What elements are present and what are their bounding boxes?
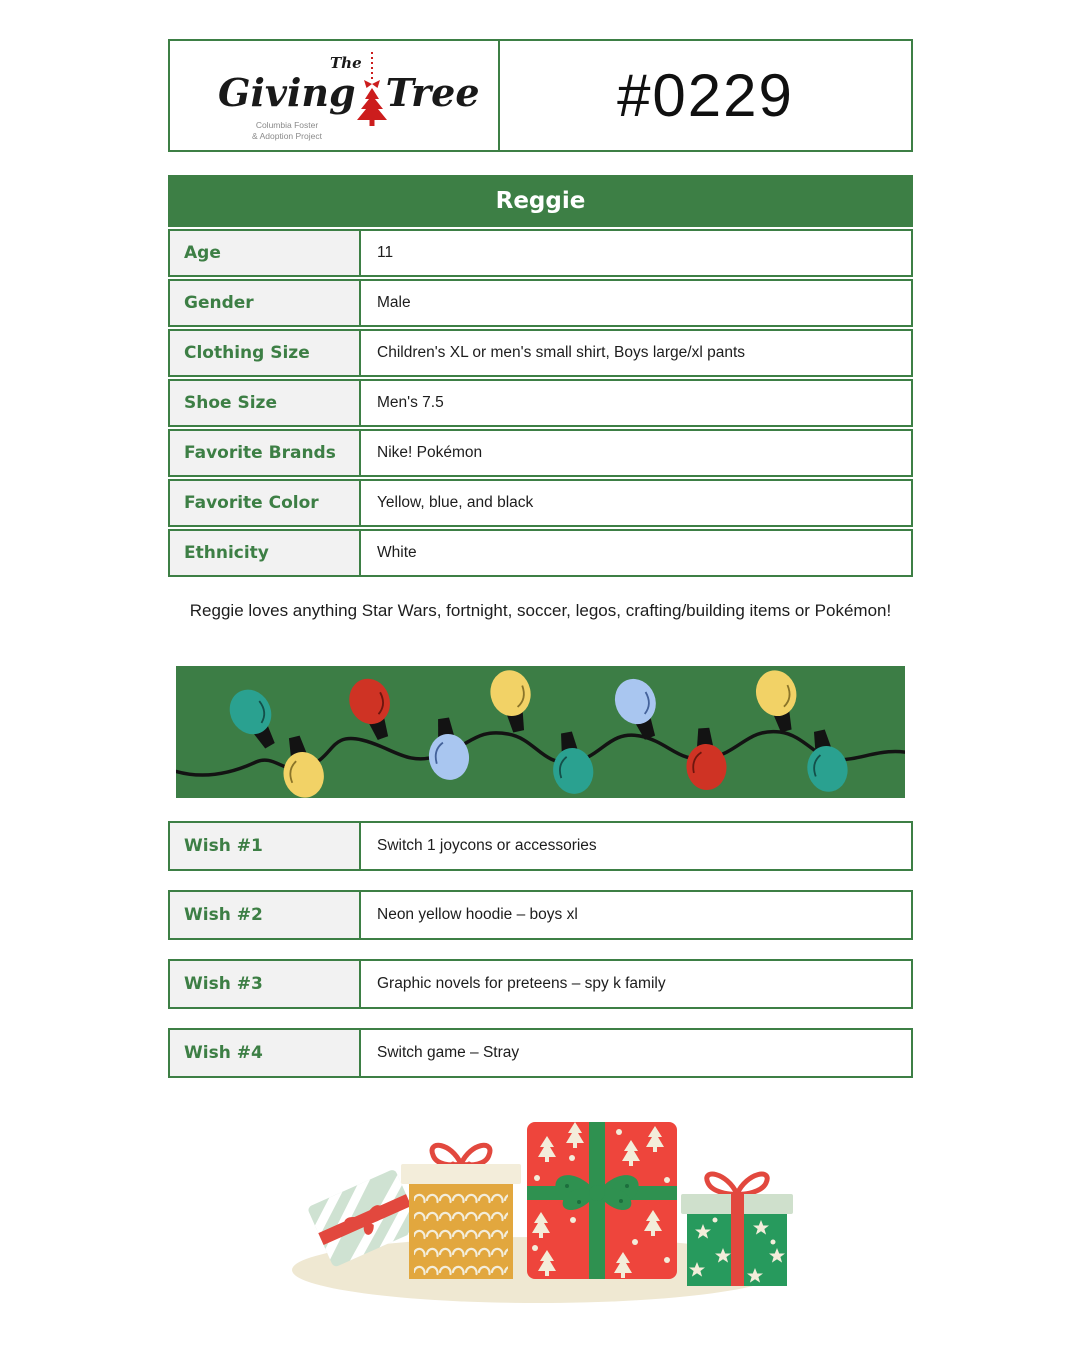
- header-box: [168, 39, 913, 152]
- row-label: Favorite Color: [170, 481, 361, 525]
- christmas-lights-banner: [176, 666, 905, 798]
- wish-row: [168, 821, 913, 871]
- logo-tagline: [232, 120, 342, 142]
- logo-word-tree: Tree: [385, 69, 480, 115]
- green-gift: [681, 1174, 793, 1286]
- wish-value: Switch 1 joycons or accessories: [377, 837, 597, 854]
- child-name-header: Reggie: [168, 175, 913, 227]
- row-value: Nike! Pokémon: [377, 444, 483, 461]
- row-label: Favorite Brands: [170, 431, 361, 475]
- logo-word-the: The: [330, 53, 362, 72]
- wish-label: Wish #3: [170, 961, 361, 1007]
- christmas-tree-ornament-icon: [355, 52, 389, 130]
- wish-value: Graphic novels for preteens – spy k family: [377, 975, 666, 992]
- row-value: Yellow, blue, and black: [377, 494, 534, 511]
- table-row: [168, 429, 913, 477]
- wish-row: [168, 1028, 913, 1078]
- row-label: Clothing Size: [170, 331, 361, 375]
- bulb-teal: [547, 729, 597, 797]
- table-row: [168, 329, 913, 377]
- giving-tree-logo: [214, 48, 480, 144]
- row-label: Gender: [170, 281, 361, 325]
- row-label: Age: [170, 231, 361, 275]
- wish-value: Switch game – Stray: [377, 1044, 520, 1061]
- wish-label: Wish #2: [170, 892, 361, 938]
- bulb-teal: [800, 727, 852, 796]
- row-label: Ethnicity: [170, 531, 361, 575]
- table-row: [168, 229, 913, 277]
- red-gift: [527, 1122, 677, 1279]
- table-row: [168, 529, 913, 577]
- bulb-red: [684, 727, 728, 792]
- row-value: Children's XL or men's small shirt, Boys large/xl pants: [377, 344, 746, 361]
- wish-row: [168, 890, 913, 940]
- gifts-illustration: [283, 1098, 798, 1313]
- logo-word-giving: Giving: [218, 69, 356, 115]
- row-value: 11: [377, 244, 394, 261]
- about-text: Reggie loves anything Star Wars, fortnight, soccer, legos, crafting/building items or Pokémon!: [189, 601, 892, 620]
- logo-tagline-line2: & Adoption Project: [252, 130, 322, 141]
- bulb-yellow: [751, 666, 806, 736]
- row-value: Men's 7.5: [377, 394, 444, 411]
- wish-label: Wish #4: [170, 1030, 361, 1076]
- wish-label: Wish #1: [170, 823, 361, 869]
- logo-cell: [170, 41, 500, 150]
- table-row: [168, 379, 913, 427]
- bulb-red: [343, 673, 402, 745]
- wish-row: [168, 959, 913, 1009]
- row-label: Shoe Size: [170, 381, 361, 425]
- table-row: [168, 479, 913, 527]
- bulb-blue: [424, 716, 472, 783]
- id-number-cell: [500, 41, 911, 150]
- string-lights-illustration: [176, 666, 905, 798]
- logo-tagline-line1: Columbia Foster: [255, 119, 319, 130]
- row-value: Male: [377, 294, 411, 311]
- table-row: [168, 279, 913, 327]
- child-id-number: #0229: [617, 62, 794, 129]
- bulb-teal: [222, 682, 288, 756]
- row-value: White: [377, 544, 417, 561]
- wish-value: Neon yellow hoodie – boys xl: [377, 906, 578, 923]
- gold-gift: [401, 1145, 521, 1279]
- bulb-yellow: [486, 666, 538, 735]
- profile-table: [168, 175, 913, 577]
